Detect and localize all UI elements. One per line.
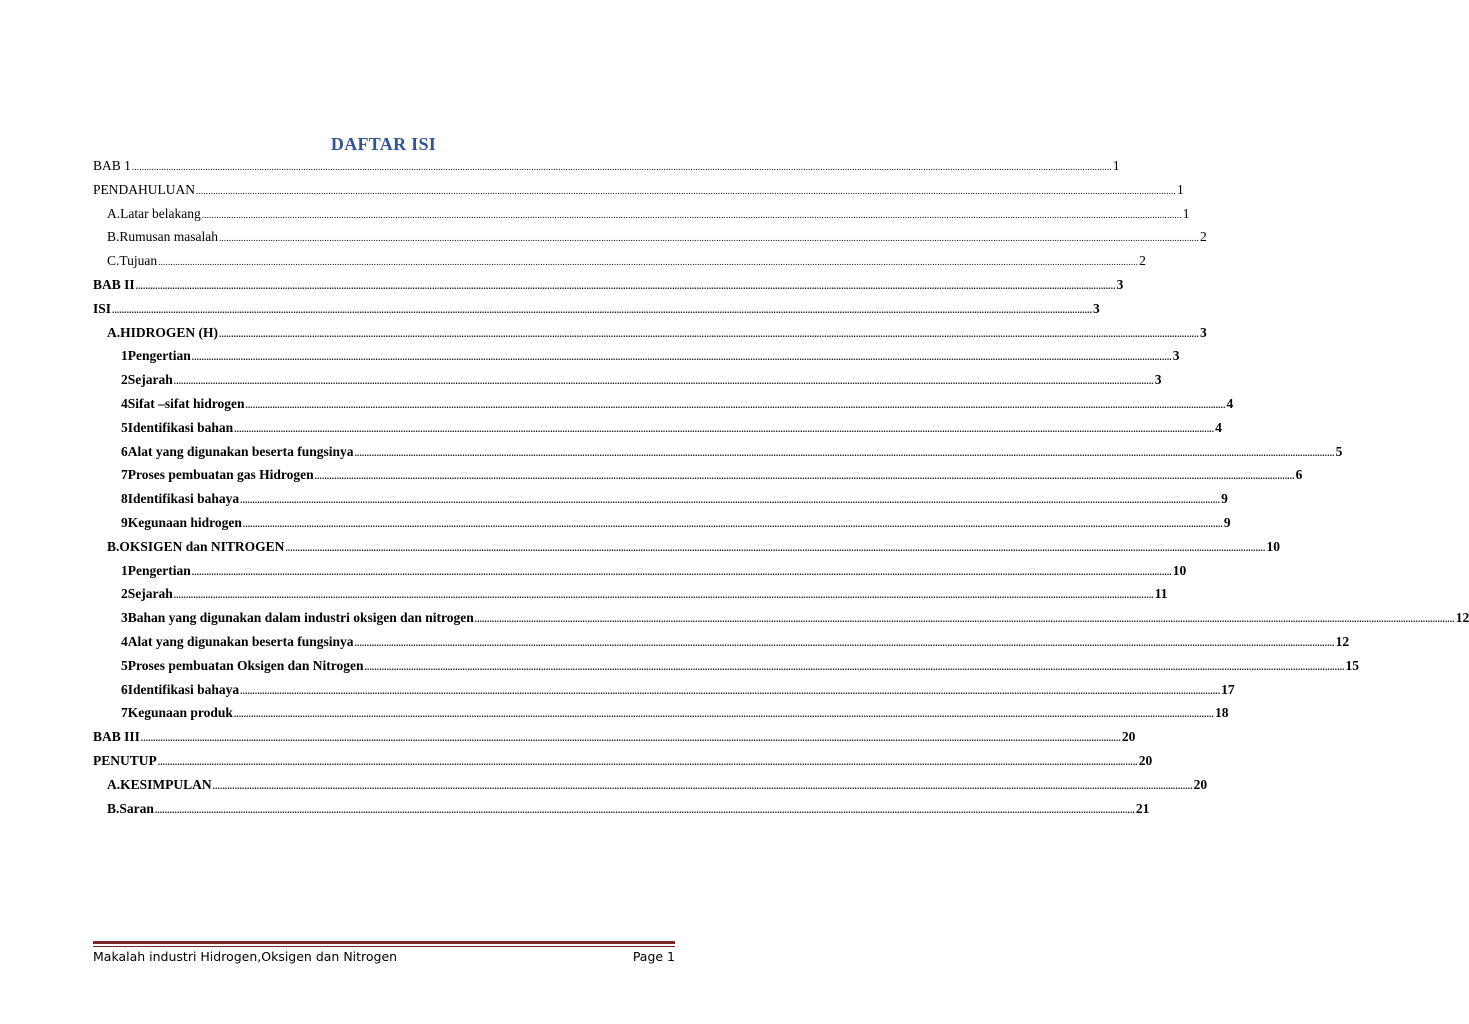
toc-entry-label: BAB II [93,276,135,292]
toc-entry[interactable] [93,582,1168,606]
toc-dot-leader: ................................................................................................................................................................................................................................................................................................................................................................................................................ [140,733,1121,744]
toc-entry-label: BAB 1 [93,158,131,173]
toc-entry[interactable] [93,797,1150,821]
toc-entry-marker: 1 [121,348,128,364]
toc-entry-label: Rumusan masalah [119,229,218,245]
toc-entry-page-number: 9 [1223,514,1231,530]
toc-entry[interactable] [93,321,1207,345]
toc-dot-leader: ................................................................................................................................................................................................................................................................................................................................................................................................................ [219,328,1199,339]
toc-entry[interactable] [93,725,1136,749]
toc-dot-leader: ................................................................................................................................................................................................................................................................................................................................................................................................................ [201,209,1182,220]
toc-dot-leader: ................................................................................................................................................................................................................................................................................................................................................................................................................ [285,542,1266,553]
toc-dot-leader: ................................................................................................................................................................................................................................................................................................................................................................................................................ [245,399,1226,410]
toc-entry-page-number: 3 [1154,372,1162,388]
toc-dot-leader: ................................................................................................................................................................................................................................................................................................................................................................................................................ [242,518,1223,529]
toc-entry-page-number: 17 [1221,681,1235,697]
toc-dot-leader: ................................................................................................................................................................................................................................................................................................................................................................................................................ [157,756,1138,767]
toc-entry-label: Kegunaan hidrogen [127,514,242,530]
toc-entry[interactable] [93,654,1360,678]
footer-page-number: Page 1 [632,949,675,964]
toc-entry[interactable] [93,511,1231,535]
toc-entry[interactable] [93,678,1235,702]
toc-dot-leader: ................................................................................................................................................................................................................................................................................................................................................................................................................ [314,471,1295,482]
toc-dot-leader: ................................................................................................................................................................................................................................................................................................................................................................................................................ [364,661,1345,672]
toc-entry[interactable] [93,773,1208,797]
toc-entry-marker: 7 [121,467,128,483]
toc-entry-label: ISI [93,300,112,316]
toc-entry-label: Pengertian [127,562,191,578]
toc-dot-leader: ................................................................................................................................................................................................................................................................................................................................................................................................................ [173,590,1154,601]
toc-entry[interactable] [93,463,1303,487]
toc-entry-label: Alat yang digunakan beserta fungsinya [127,633,354,649]
toc-entry-marker: A. [107,776,121,792]
toc-entry-page-number: 12 [1455,610,1469,626]
toc-entry-marker: A. [107,324,121,340]
toc-dot-leader: ................................................................................................................................................................................................................................................................................................................................................................................................................ [474,614,1455,625]
toc-dot-leader: ................................................................................................................................................................................................................................................................................................................................................................................................................ [240,685,1221,696]
toc-entry-marker: 2 [121,586,128,602]
toc-entry[interactable] [93,630,1350,654]
toc-entry[interactable] [93,440,1343,464]
toc-entry-marker: 5 [121,657,128,673]
toc-entry-page-number: 2 [1200,229,1207,245]
toc-dot-leader: ................................................................................................................................................................................................................................................................................................................................................................................................................ [191,352,1172,363]
toc-entry-marker: 8 [121,491,128,507]
toc-entry-label: HIDROGEN (H) [120,324,218,340]
toc-entry-page-number: 10 [1172,562,1187,578]
toc-entry-page-number: 9 [1221,491,1228,507]
toc-entry-page-number: 3 [1116,276,1124,292]
toc-entry[interactable] [93,416,1222,440]
toc-entry-page-number: 20 [1193,776,1208,792]
toc-entry-marker: 4 [121,395,128,411]
toc-entry-marker: 3 [121,610,128,626]
toc-entry-label: BAB III [93,729,140,745]
toc-entry-label: Sejarah [127,586,173,602]
footer-rule-thick [93,941,675,944]
table-of-contents [93,154,1469,820]
toc-dot-leader: ................................................................................................................................................................................................................................................................................................................................................................................................................ [240,495,1221,506]
toc-entry-page-number: 20 [1121,729,1136,745]
toc-dot-leader: ................................................................................................................................................................................................................................................................................................................................................................................................................ [112,304,1093,315]
toc-entry-label: Identifikasi bahaya [127,491,240,507]
toc-entry-page-number: 10 [1266,538,1280,554]
toc-entry-page-number: 1 [1112,158,1120,173]
toc-entry[interactable] [93,487,1228,511]
toc-dot-leader: ................................................................................................................................................................................................................................................................................................................................................................................................................ [158,257,1139,268]
toc-entry-label: Kegunaan produk [127,705,233,721]
toc-entry-marker: 6 [121,443,128,459]
toc-entry-marker: B. [107,538,120,554]
toc-dot-leader: ................................................................................................................................................................................................................................................................................................................................................................................................................ [354,447,1335,458]
toc-entry-label: Pengertian [127,348,191,364]
toc-entry[interactable] [93,701,1229,725]
toc-dot-leader: ................................................................................................................................................................................................................................................................................................................................................................................................................ [191,566,1172,577]
toc-entry-label: PENDAHULUAN [93,181,195,197]
toc-entry[interactable] [93,202,1190,226]
toc-entry-label: Proses pembuatan gas Hidrogen [127,467,314,483]
toc-entry-page-number: 18 [1214,705,1229,721]
page-title: DAFTAR ISI [330,134,437,154]
toc-entry-page-number: 11 [1154,586,1168,602]
toc-entry[interactable] [93,344,1180,368]
toc-entry-page-number: 1 [1182,205,1190,221]
toc-entry-page-number: 4 [1226,395,1234,411]
toc-entry-label: Proses pembuatan Oksigen dan Nitrogen [127,657,364,673]
toc-entry[interactable] [93,368,1162,392]
toc-entry[interactable] [93,606,1469,630]
toc-entry[interactable] [93,178,1184,202]
toc-entry-label: KESIMPULAN [120,776,212,792]
toc-entry-label: Sifat –sifat hidrogen [127,395,245,411]
toc-entry-page-number: 1 [1177,181,1184,197]
toc-entry-marker: 5 [121,419,128,435]
toc-entry-page-number: 21 [1135,800,1150,816]
toc-entry[interactable] [93,249,1146,273]
toc-dot-leader: ................................................................................................................................................................................................................................................................................................................................................................................................................ [135,280,1116,291]
toc-entry[interactable] [93,273,1124,297]
footer-document-title: Makalah industri Hidrogen,Oksigen dan Nitrogen [93,949,398,964]
toc-entry-page-number: 20 [1138,752,1153,768]
toc-entry[interactable] [93,154,1120,178]
toc-entry-page-number: 2 [1139,253,1146,269]
toc-dot-leader: ................................................................................................................................................................................................................................................................................................................................................................................................................ [233,709,1214,720]
toc-entry[interactable] [93,225,1207,249]
toc-entry-marker: 1 [121,562,128,578]
toc-entry-page-number: 3 [1093,300,1100,316]
toc-entry-page-number: 6 [1295,467,1303,483]
toc-entry-label: PENUTUP [93,752,157,768]
toc-entry-marker: C. [107,253,120,269]
toc-dot-leader: ................................................................................................................................................................................................................................................................................................................................................................................................................ [173,376,1154,387]
toc-entry-label: Latar belakang [120,205,201,221]
toc-entry-label: Bahan yang digunakan dalam industri oksigen dan nitrogen [127,610,474,626]
toc-dot-leader: ................................................................................................................................................................................................................................................................................................................................................................................................................ [131,162,1112,172]
toc-entry-page-number: 5 [1335,443,1343,459]
toc-entry-marker: 6 [121,681,128,697]
toc-entry-marker: 9 [121,514,128,530]
page-footer [93,949,675,964]
toc-entry-label: Alat yang digunakan beserta fungsinya [127,443,354,459]
toc-entry-marker: 7 [121,705,128,721]
toc-dot-leader: ................................................................................................................................................................................................................................................................................................................................................................................................................ [154,804,1135,815]
toc-entry-label: Tujuan [119,253,158,269]
footer-rule-thin [93,946,675,947]
toc-dot-leader: ................................................................................................................................................................................................................................................................................................................................................................................................................ [196,185,1176,196]
toc-entry-page-number: 15 [1345,657,1360,673]
toc-entry-page-number: 3 [1200,324,1207,340]
toc-dot-leader: ................................................................................................................................................................................................................................................................................................................................................................................................................ [354,637,1335,648]
toc-entry-marker: B. [107,800,120,816]
toc-entry-label: Identifikasi bahaya [127,681,240,697]
toc-entry-page-number: 4 [1215,419,1222,435]
toc-entry-marker: A. [107,205,121,221]
toc-entry[interactable] [93,392,1234,416]
toc-entry-page-number: 12 [1335,633,1350,649]
toc-entry-label: OKSIGEN dan NITROGEN [119,538,285,554]
toc-entry[interactable] [93,559,1187,583]
toc-entry-marker: 4 [121,633,128,649]
toc-entry-marker: 2 [121,372,128,388]
toc-entry[interactable] [93,749,1153,773]
toc-dot-leader: ................................................................................................................................................................................................................................................................................................................................................................................................................ [212,780,1193,791]
toc-entry-page-number: 3 [1172,348,1180,364]
toc-dot-leader: ................................................................................................................................................................................................................................................................................................................................................................................................................ [234,423,1215,434]
toc-entry-marker: B. [107,229,120,245]
toc-entry-label: Identifikasi bahan [127,419,234,435]
toc-entry-label: Sejarah [127,372,173,388]
toc-entry-label: Saran [119,800,154,816]
toc-entry[interactable] [93,535,1280,559]
toc-dot-leader: ................................................................................................................................................................................................................................................................................................................................................................................................................ [219,233,1199,244]
toc-entry[interactable] [93,297,1100,321]
